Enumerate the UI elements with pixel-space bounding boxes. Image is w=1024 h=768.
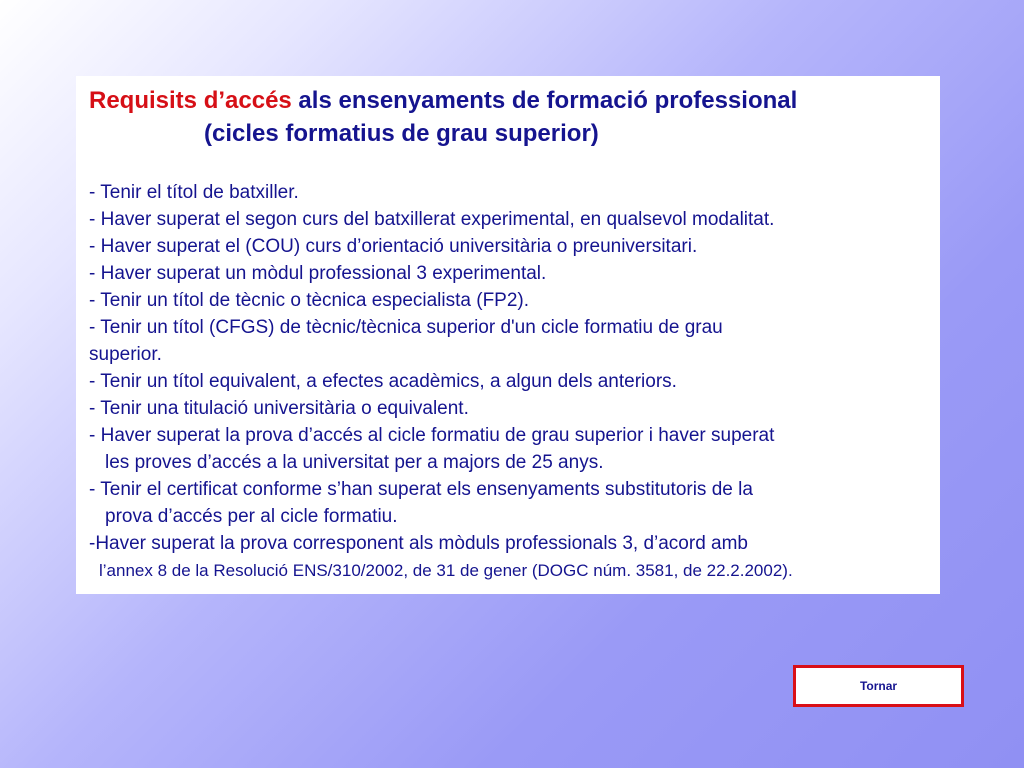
title-accent: Requisits d’accés xyxy=(89,87,292,114)
back-button[interactable]: Tornar xyxy=(793,665,964,707)
requirement-line: - Tenir un títol de tècnic o tècnica especialista (FP2). xyxy=(89,290,530,311)
requirements-list xyxy=(89,179,937,584)
requirement-line: - Tenir una titulació universitària o equivalent. xyxy=(89,398,469,419)
requirement-line: - Haver superat el (COU) curs d’orientació universitària o preuniversitari. xyxy=(89,236,698,257)
requirement-line: superior. xyxy=(89,344,162,365)
requirement-line: -Haver superat la prova corresponent als mòduls professionals 3, d’acord amb xyxy=(89,533,748,554)
requirement-line: - Haver superat la prova d’accés al cicle formatiu de grau superior i haver superat xyxy=(89,425,775,446)
requirement-line: - Haver superat el segon curs del batxillerat experimental, en qualsevol modalitat. xyxy=(89,209,775,230)
requirement-line: - Tenir el certificat conforme s’han superat els ensenyaments substitutoris de la xyxy=(89,479,753,500)
requirement-line: - Tenir un títol (CFGS) de tècnic/tècnica superior d'un cicle formatiu de grau xyxy=(89,317,723,338)
requirement-line: - Tenir el títol de batxiller. xyxy=(89,182,299,203)
requirement-line: - Tenir un títol equivalent, a efectes acadèmics, a algun dels anteriors. xyxy=(89,371,677,392)
requirement-line: prova d’accés per al cicle formatiu. xyxy=(105,506,398,527)
requirements-panel xyxy=(76,76,940,594)
requirement-line: les proves d’accés a la universitat per a majors de 25 anys. xyxy=(105,452,604,473)
page-title xyxy=(89,86,797,116)
title-rest: als ensenyaments de formació professional xyxy=(291,87,798,114)
requirement-line: - Haver superat un mòdul professional 3 experimental. xyxy=(89,263,547,284)
requirement-line: l’annex 8 de la Resolució ENS/310/2002, de 31 de gener (DOGC núm. 3581, de 22.2.2002). xyxy=(99,561,793,580)
page-subtitle: (cicles formatius de grau superior) xyxy=(204,120,599,147)
